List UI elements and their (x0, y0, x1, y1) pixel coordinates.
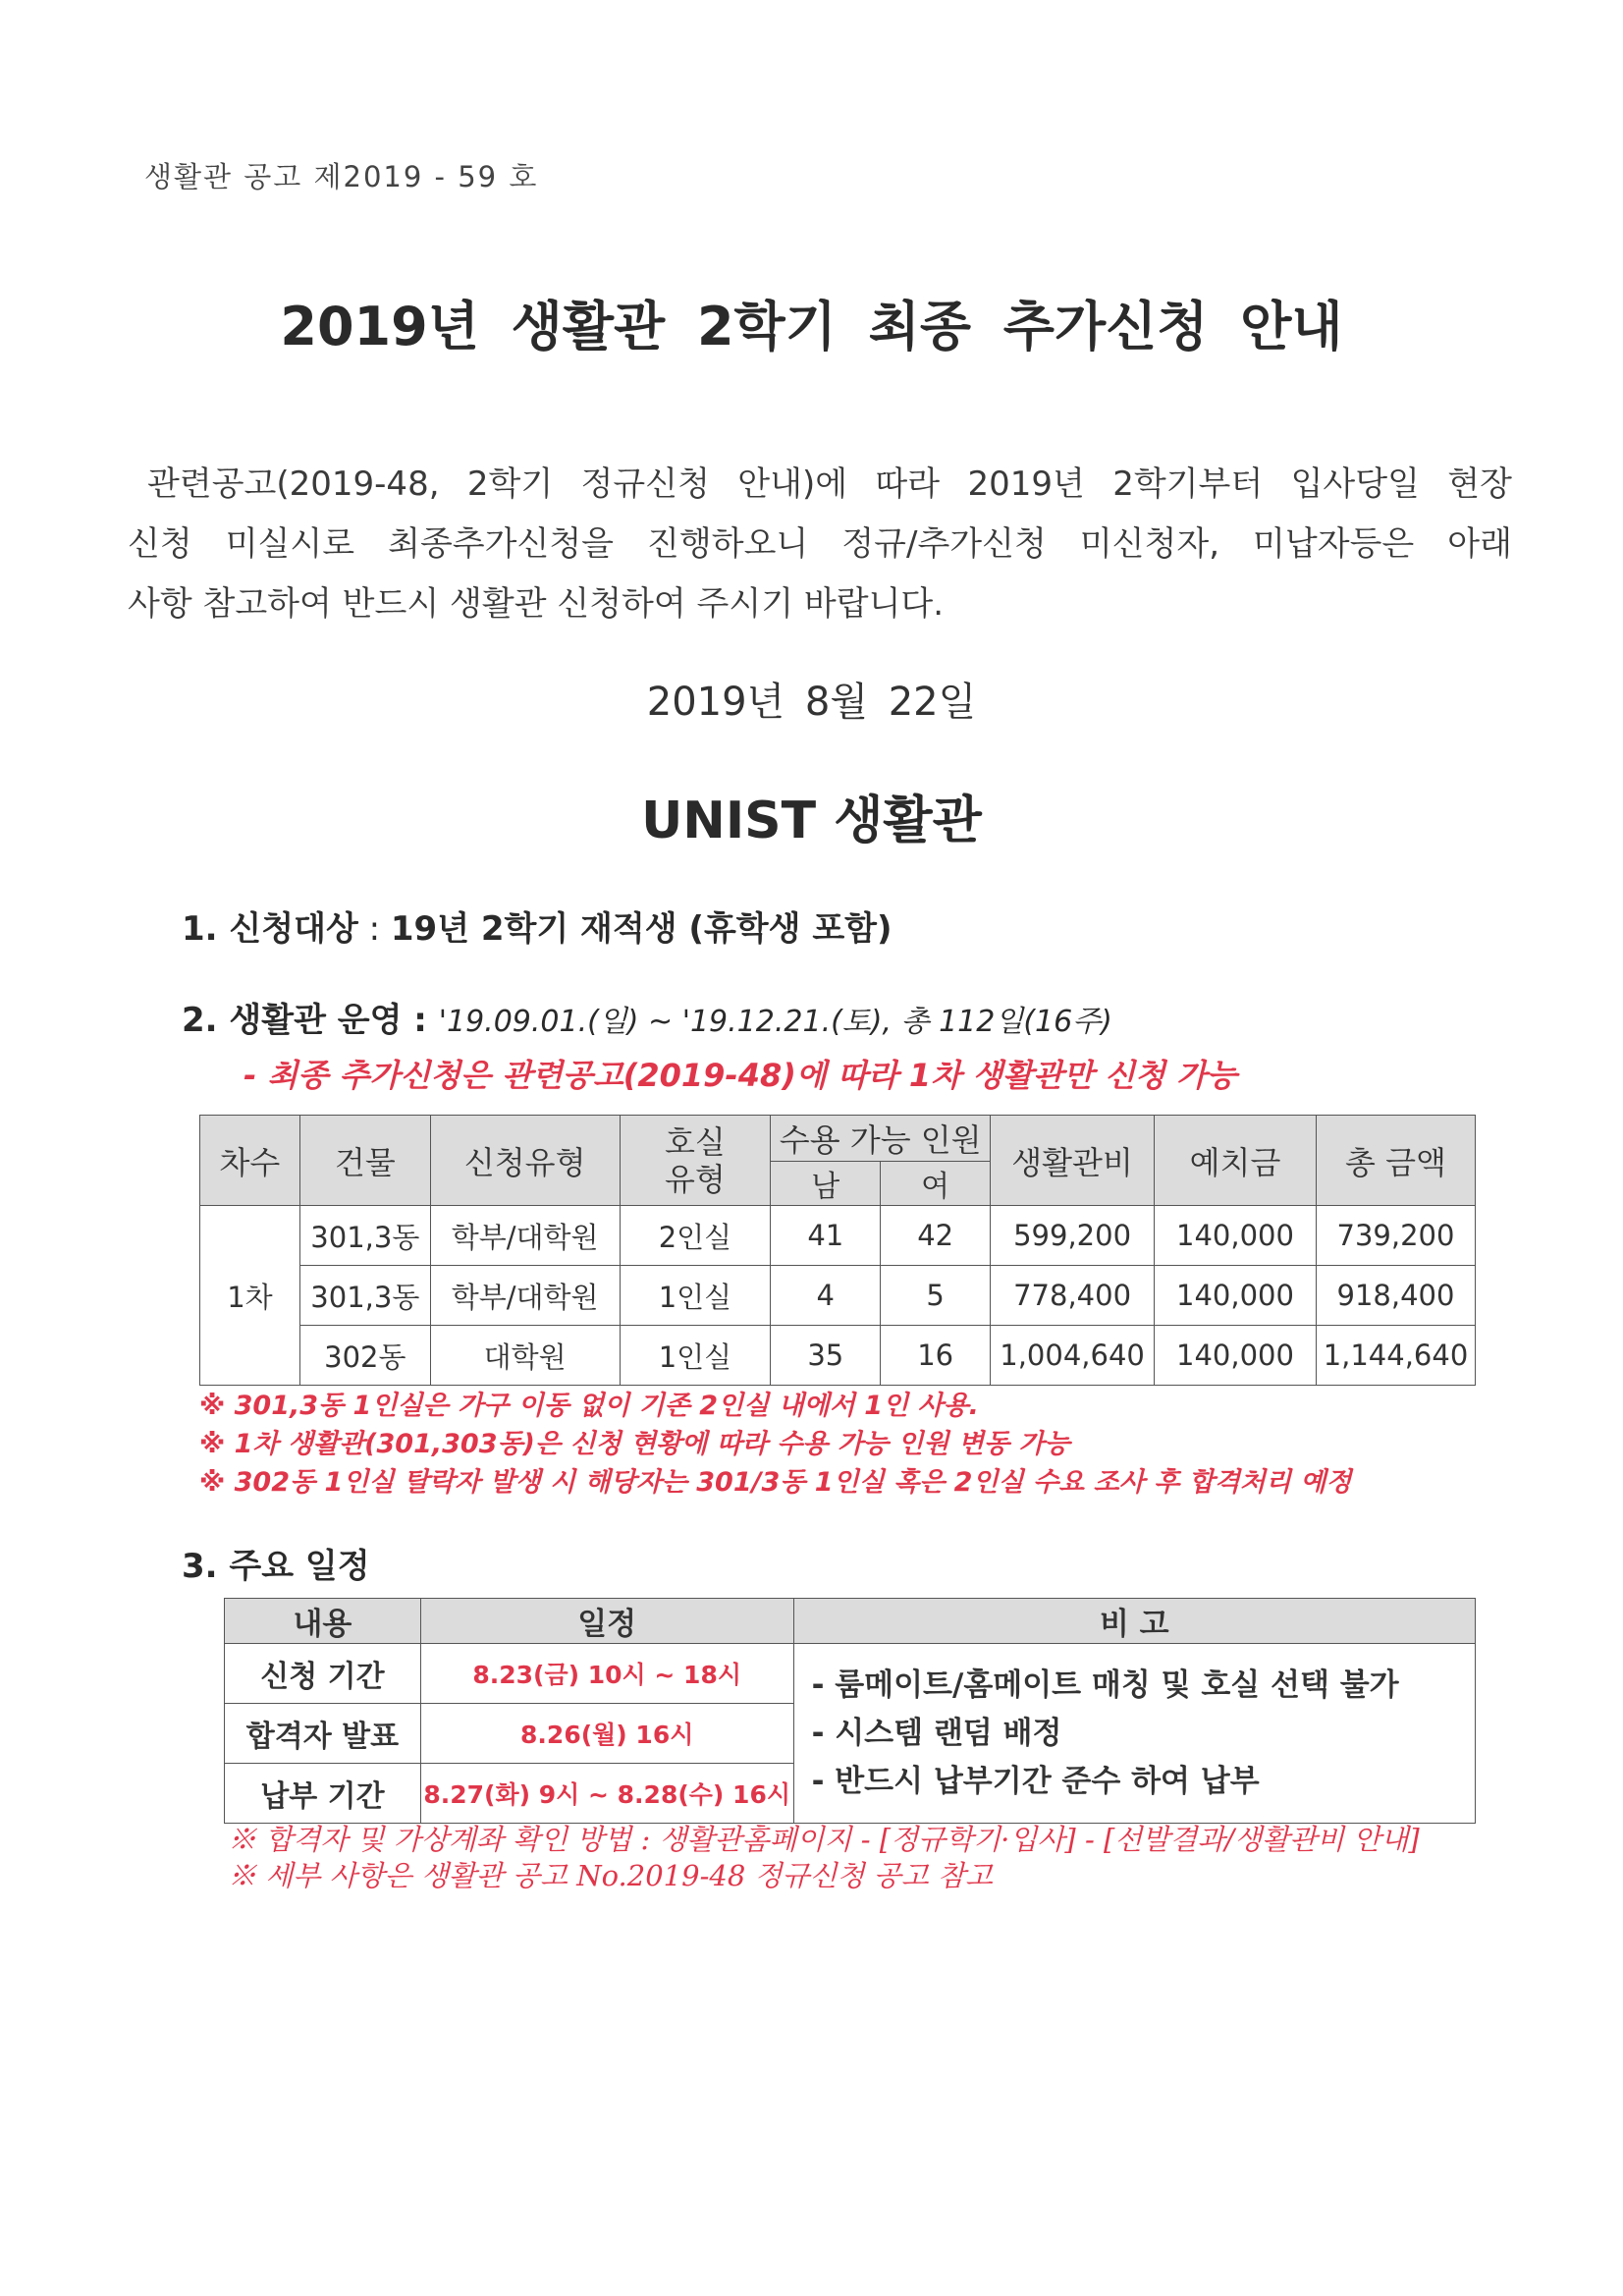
header-round: 차수 (200, 1116, 300, 1206)
building-cell: 302동 (299, 1326, 430, 1386)
header-female: 여 (881, 1162, 991, 1206)
intro-paragraph (128, 455, 1512, 634)
total-cell: 1,144,640 (1316, 1326, 1475, 1386)
male-cell: 35 (771, 1326, 881, 1386)
total-cell: 918,400 (1316, 1266, 1475, 1326)
table-row (225, 1644, 1476, 1704)
schedule-cell: 8.27(화) 9시 ~ 8.28(수) 16시 (420, 1764, 793, 1824)
type-cell: 대학원 (430, 1326, 620, 1386)
table-row (200, 1266, 1476, 1326)
fee-cell: 778,400 (991, 1266, 1155, 1326)
building-cell: 301,3동 (299, 1266, 430, 1326)
female-cell: 5 (881, 1266, 991, 1326)
header-fee: 생활관비 (991, 1116, 1155, 1206)
header-application-type: 신청유형 (430, 1116, 620, 1206)
deposit-cell: 140,000 (1155, 1326, 1317, 1386)
room-cell: 1인실 (620, 1326, 771, 1386)
fee-cell: 1,004,640 (991, 1326, 1155, 1386)
intro-line-2: 신청 미실시로 최종추가신청을 진행하오니 정규/추가신청 미신청자, 미납자등은 아래 (128, 524, 1512, 564)
schedule-note-1: ※ 합격자 및 가상계좌 확인 방법 : 생활관홈페이지 - [정규학기·입사] - [선발결과/생활관비 안내] (228, 1823, 1420, 1856)
remarks-cell (793, 1644, 1475, 1824)
content-cell: 납부 기간 (225, 1764, 421, 1824)
female-cell: 42 (881, 1206, 991, 1266)
room-cell: 2인실 (620, 1206, 771, 1266)
header-content: 내용 (225, 1599, 421, 1644)
type-cell: 학부/대학원 (430, 1266, 620, 1326)
total-cell: 739,200 (1316, 1206, 1475, 1266)
fee-table-notes (199, 1387, 1352, 1502)
fee-note-1: ※ 301,3동 1인실은 가구 이동 없이 기존 2인실 내에서 1인 사용. (199, 1391, 979, 1421)
section1-text: 19년 2학기 재적생 (휴학생 포함) (390, 909, 893, 949)
notice-date: 2019년 8월 22일 (646, 680, 977, 725)
header-room-type-line2: 유형 (665, 1160, 726, 1198)
section-schedule: 3. 주요 일정 (182, 1547, 370, 1586)
section-operation (182, 993, 1112, 1041)
intro-line-3: 사항 참고하여 반드시 생활관 신청하여 주시기 바랍니다. (128, 584, 945, 624)
table-row (200, 1206, 1476, 1266)
remark-3: - 반드시 납부기간 준수 하여 납부 (811, 1763, 1260, 1799)
schedule-note-2: ※ 세부 사항은 생활관 공고 No.2019-48 정규신청 공고 참고 (228, 1859, 994, 1892)
document-title: 2019년 생활관 2학기 최종 추가신청 안내 (280, 296, 1343, 357)
section2-period: '19.09.01.(일) ~ '19.12.21.(토), 총 112일(16주) (438, 1005, 1112, 1039)
content-cell: 합격자 발표 (225, 1704, 421, 1764)
remark-1: - 룸메이트/홈메이트 매칭 및 호실 선택 불가 (811, 1667, 1399, 1703)
header-capacity: 수용 가능 인원 (771, 1116, 991, 1162)
intro-line-1-text: 관련공고(2019-48, 2학기 정규신청 안내)에 따라 2019년 2학기부터 입사당일 현장 (147, 465, 1512, 504)
round-cell: 1차 (200, 1206, 300, 1386)
female-cell: 16 (881, 1326, 991, 1386)
room-cell: 1인실 (620, 1266, 771, 1326)
schedule-table (224, 1598, 1476, 1824)
organization-name: UNIST 생활관 (641, 792, 982, 850)
notice-number: 생활관 공고 제2019 - 59 호 (144, 160, 539, 193)
header-male: 남 (771, 1162, 881, 1206)
header-deposit: 예치금 (1155, 1116, 1317, 1206)
schedule-cell: 8.26(월) 16시 (420, 1704, 793, 1764)
header-remarks: 비 고 (793, 1599, 1475, 1644)
fee-note-3: ※ 302동 1인실 탈락자 발생 시 해당자는 301/3동 1인실 혹은 2인실 수요 조사 후 합격처리 예정 (199, 1467, 1352, 1498)
male-cell: 4 (771, 1266, 881, 1326)
remark-2: - 시스템 랜덤 배정 (811, 1715, 1062, 1751)
header-room-type (620, 1116, 771, 1206)
fee-cell: 599,200 (991, 1206, 1155, 1266)
section-eligibility (182, 902, 893, 950)
male-cell: 41 (771, 1206, 881, 1266)
header-schedule: 일정 (420, 1599, 793, 1644)
schedule-notes (228, 1822, 1420, 1894)
section2-note: - 최종 추가신청은 관련공고(2019-48)에 따라 1차 생활관만 신청 가능 (243, 1057, 1237, 1094)
fee-table (199, 1115, 1476, 1386)
header-building: 건물 (299, 1116, 430, 1206)
section1-label: 1. 신청대상 (182, 909, 358, 949)
type-cell: 학부/대학원 (430, 1206, 620, 1266)
building-cell: 301,3동 (299, 1206, 430, 1266)
header-room-type-line1: 호실 (665, 1122, 726, 1161)
deposit-cell: 140,000 (1155, 1206, 1317, 1266)
deposit-cell: 140,000 (1155, 1266, 1317, 1326)
content-cell: 신청 기간 (225, 1644, 421, 1704)
fee-note-2: ※ 1차 생활관(301,303동)은 신청 현황에 따라 수용 가능 인원 변동 가능 (199, 1429, 1070, 1459)
schedule-cell: 8.23(금) 10시 ~ 18시 (420, 1644, 793, 1704)
section2-label: 2. 생활관 운영 : (182, 1001, 439, 1040)
header-total: 총 금액 (1316, 1116, 1475, 1206)
section1-separator: : (357, 909, 391, 949)
table-row (200, 1326, 1476, 1386)
intro-line-1 (128, 455, 1512, 515)
